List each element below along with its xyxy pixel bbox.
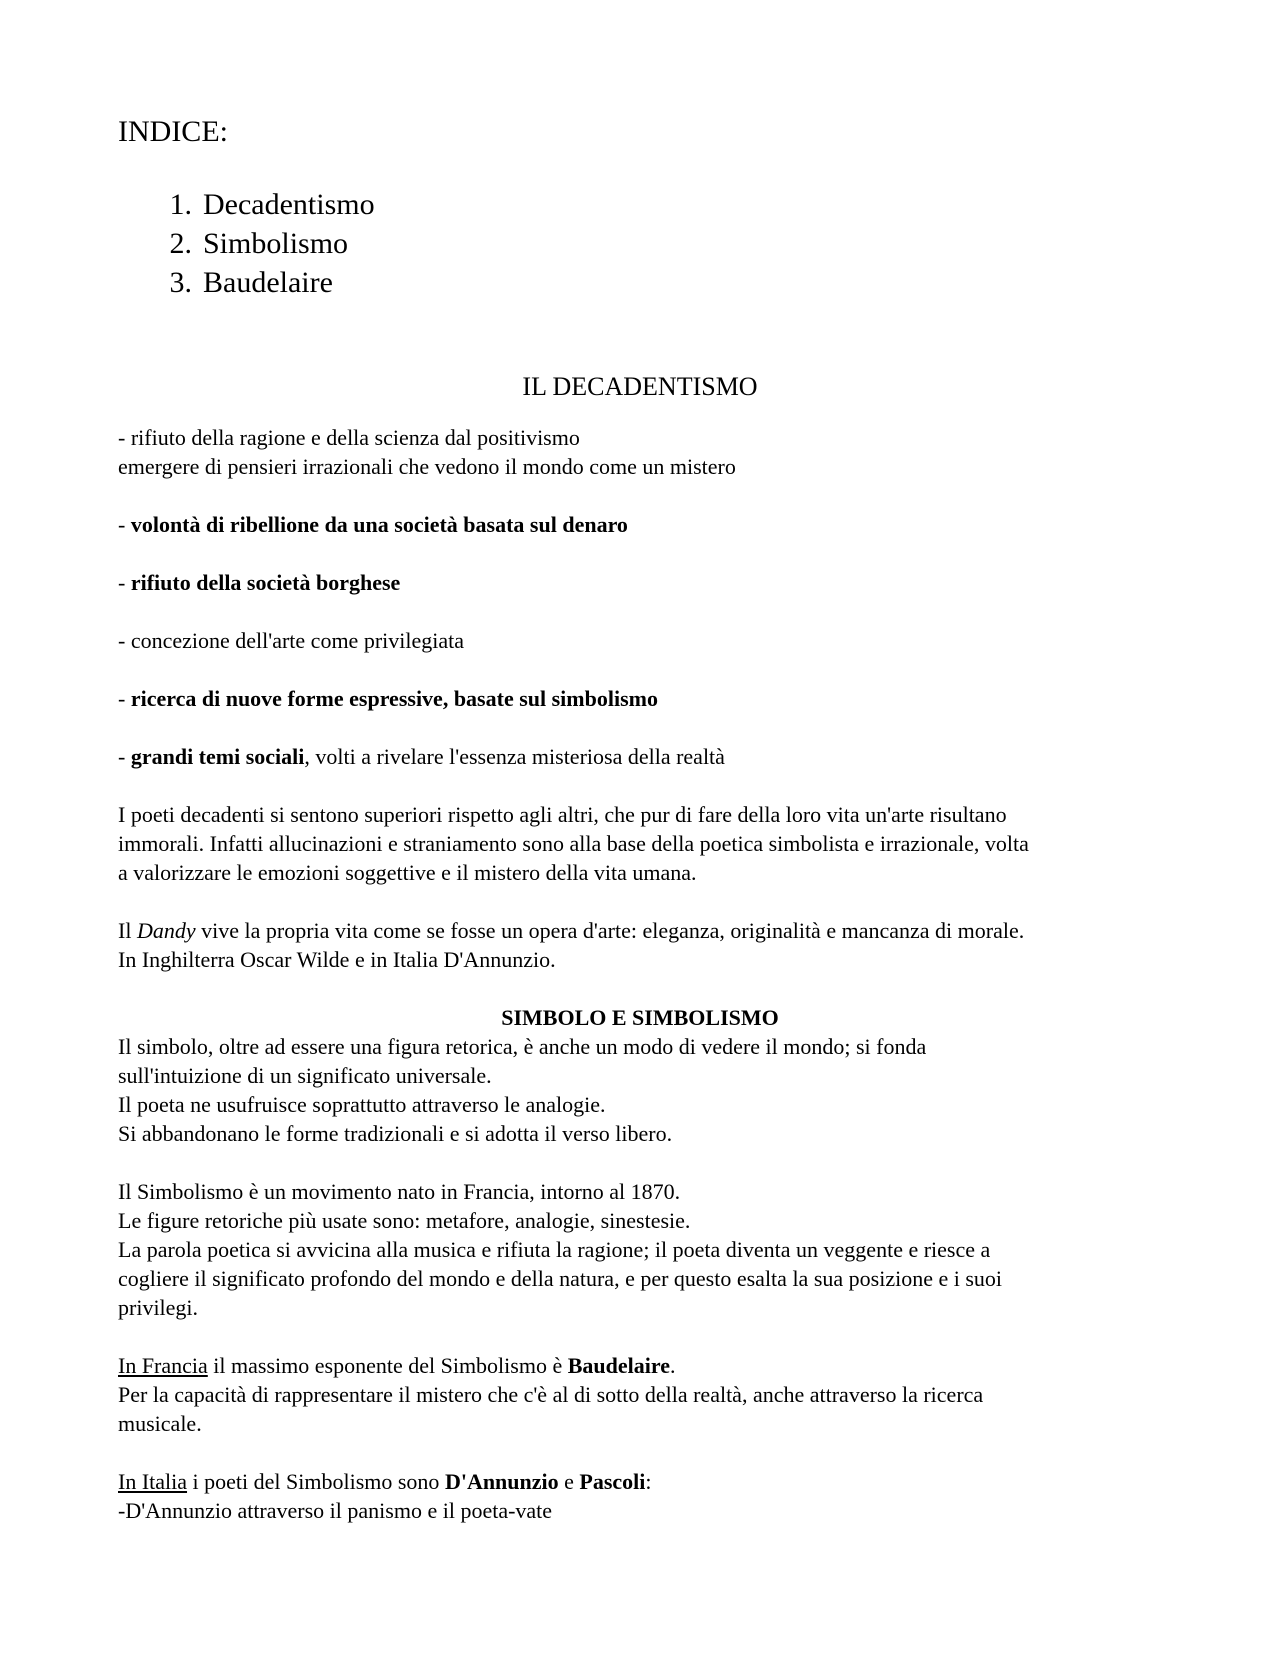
simbolismo-paragraph-francia [118,1351,1162,1438]
section-title-decadentismo: IL DECADENTISMO [522,372,758,401]
text-run: i poeti del Simbolismo sono [187,1469,445,1494]
index-item-label: Decadentismo [203,188,375,221]
text-run: : [645,1469,652,1494]
decadentismo-point-5 [118,684,1162,713]
bullet-dash: - [118,686,131,711]
text-run: . [669,1353,676,1378]
index-item-decadentismo [118,185,1162,224]
paragraph-gap [118,1148,1162,1177]
text-line: a valorizzare le emozioni soggettive e il mistero della vita umana. [118,860,697,885]
decadentismo-point-3 [118,568,1162,597]
paragraph-gap [118,539,1162,568]
text-line: musicale. [118,1411,202,1436]
bold-text: Pascoli [579,1469,646,1494]
text-line: -D'Annunzio attraverso il panismo e il poeta-vate [118,1498,553,1523]
simbolismo-paragraph-italia [118,1467,1162,1525]
bold-text: volontà di ribellione da una società basata sul denaro [130,512,628,537]
text-run: Il [118,918,137,943]
text-line: cogliere il significato profondo del mondo e della natura, e per questo esalta la sua posizione e i suoi [118,1266,1003,1291]
italic-text: Dandy [136,918,196,943]
text-line: In Inghilterra Oscar Wilde e in Italia D'Annunzio. [118,947,556,972]
bullet-dash: - [118,512,131,537]
index-list [118,185,1162,302]
text-line: Il poeta ne usufruisce soprattutto attraverso le analogie. [118,1092,606,1117]
paragraph-gap [118,1322,1162,1351]
text-line: emergere di pensieri irrazionali che vedono il mondo come un mistero [118,454,736,479]
text-line: privilegi. [118,1295,199,1320]
index-title: INDICE: [118,115,228,148]
bullet-dash: - [118,744,131,769]
simbolismo-paragraph-simbolo [118,1032,1162,1148]
text-line: sull'intuizione di un significato universale. [118,1063,492,1088]
text-line: Il Simbolismo è un movimento nato in Francia, intorno al 1870. [118,1179,681,1204]
bold-text: D'Annunzio [444,1469,559,1494]
decadentismo-point-4: - concezione dell'arte come privilegiata [118,628,465,653]
decadentismo-point-2 [118,510,1162,539]
text-line: Si abbandonano le forme tradizionali e si adotta il verso libero. [118,1121,673,1146]
text-line: I poeti decadenti si sentono superiori rispetto agli altri, che pur di fare della loro vita un'arte risultano [118,802,1007,827]
paragraph-gap [118,771,1162,800]
document-page [118,112,1162,1525]
decadentismo-point-6 [118,742,1162,771]
decadentismo-paragraph-dandy [118,916,1162,974]
paragraph-gap [118,887,1162,916]
bullet-dash: - [118,570,131,595]
index-item-number: 1. [169,188,192,221]
text-run: e [558,1469,580,1494]
bold-text: Baudelaire [567,1353,670,1378]
underlined-text: In Italia [118,1469,188,1494]
text-run: , volti a rivelare l'essenza misteriosa della realtà [304,744,725,769]
text-run: il massimo esponente del Simbolismo è [207,1353,568,1378]
text-line: - rifiuto della ragione e della scienza dal positivismo [118,425,580,450]
bold-text: rifiuto della società borghese [130,570,401,595]
bold-text: ricerca di nuove forme espressive, basate sul simbolismo [130,686,658,711]
bold-text: grandi temi sociali [130,744,305,769]
paragraph-gap [118,713,1162,742]
simbolismo-paragraph-movimento [118,1177,1162,1322]
decadentismo-paragraph-poeti [118,800,1162,887]
paragraph-gap [118,481,1162,510]
text-line: Le figure retoriche più usate sono: metafore, analogie, sinestesie. [118,1208,691,1233]
underlined-text: In Francia [118,1353,208,1378]
text-line: Il simbolo, oltre ad essere una figura retorica, è anche un modo di vedere il mondo; si fonda [118,1034,927,1059]
index-item-number: 3. [169,266,192,299]
paragraph-gap [118,1438,1162,1467]
section-title-simbolismo: SIMBOLO E SIMBOLISMO [501,1005,779,1030]
index-item-label: Baudelaire [203,266,333,299]
paragraph-gap [118,597,1162,626]
decadentismo-point-1 [118,423,1162,481]
index-item-number: 2. [169,227,192,260]
paragraph-gap [118,974,1162,1003]
index-item-baudelaire [118,263,1162,302]
text-run: vive la propria vita come se fosse un opera d'arte: eleganza, originalità e mancanza di morale. [195,918,1025,943]
text-line: Per la capacità di rappresentare il mistero che c'è al di sotto della realtà, anche attraverso la ricerca [118,1382,984,1407]
index-item-label: Simbolismo [203,227,349,260]
text-line: immorali. Infatti allucinazioni e straniamento sono alla base della poetica simbolista e irrazionale, volta [118,831,1029,856]
text-line: La parola poetica si avvicina alla musica e rifiuta la ragione; il poeta diventa un veggente e riesce a [118,1237,991,1262]
paragraph-gap [118,655,1162,684]
index-item-simbolismo [118,224,1162,263]
